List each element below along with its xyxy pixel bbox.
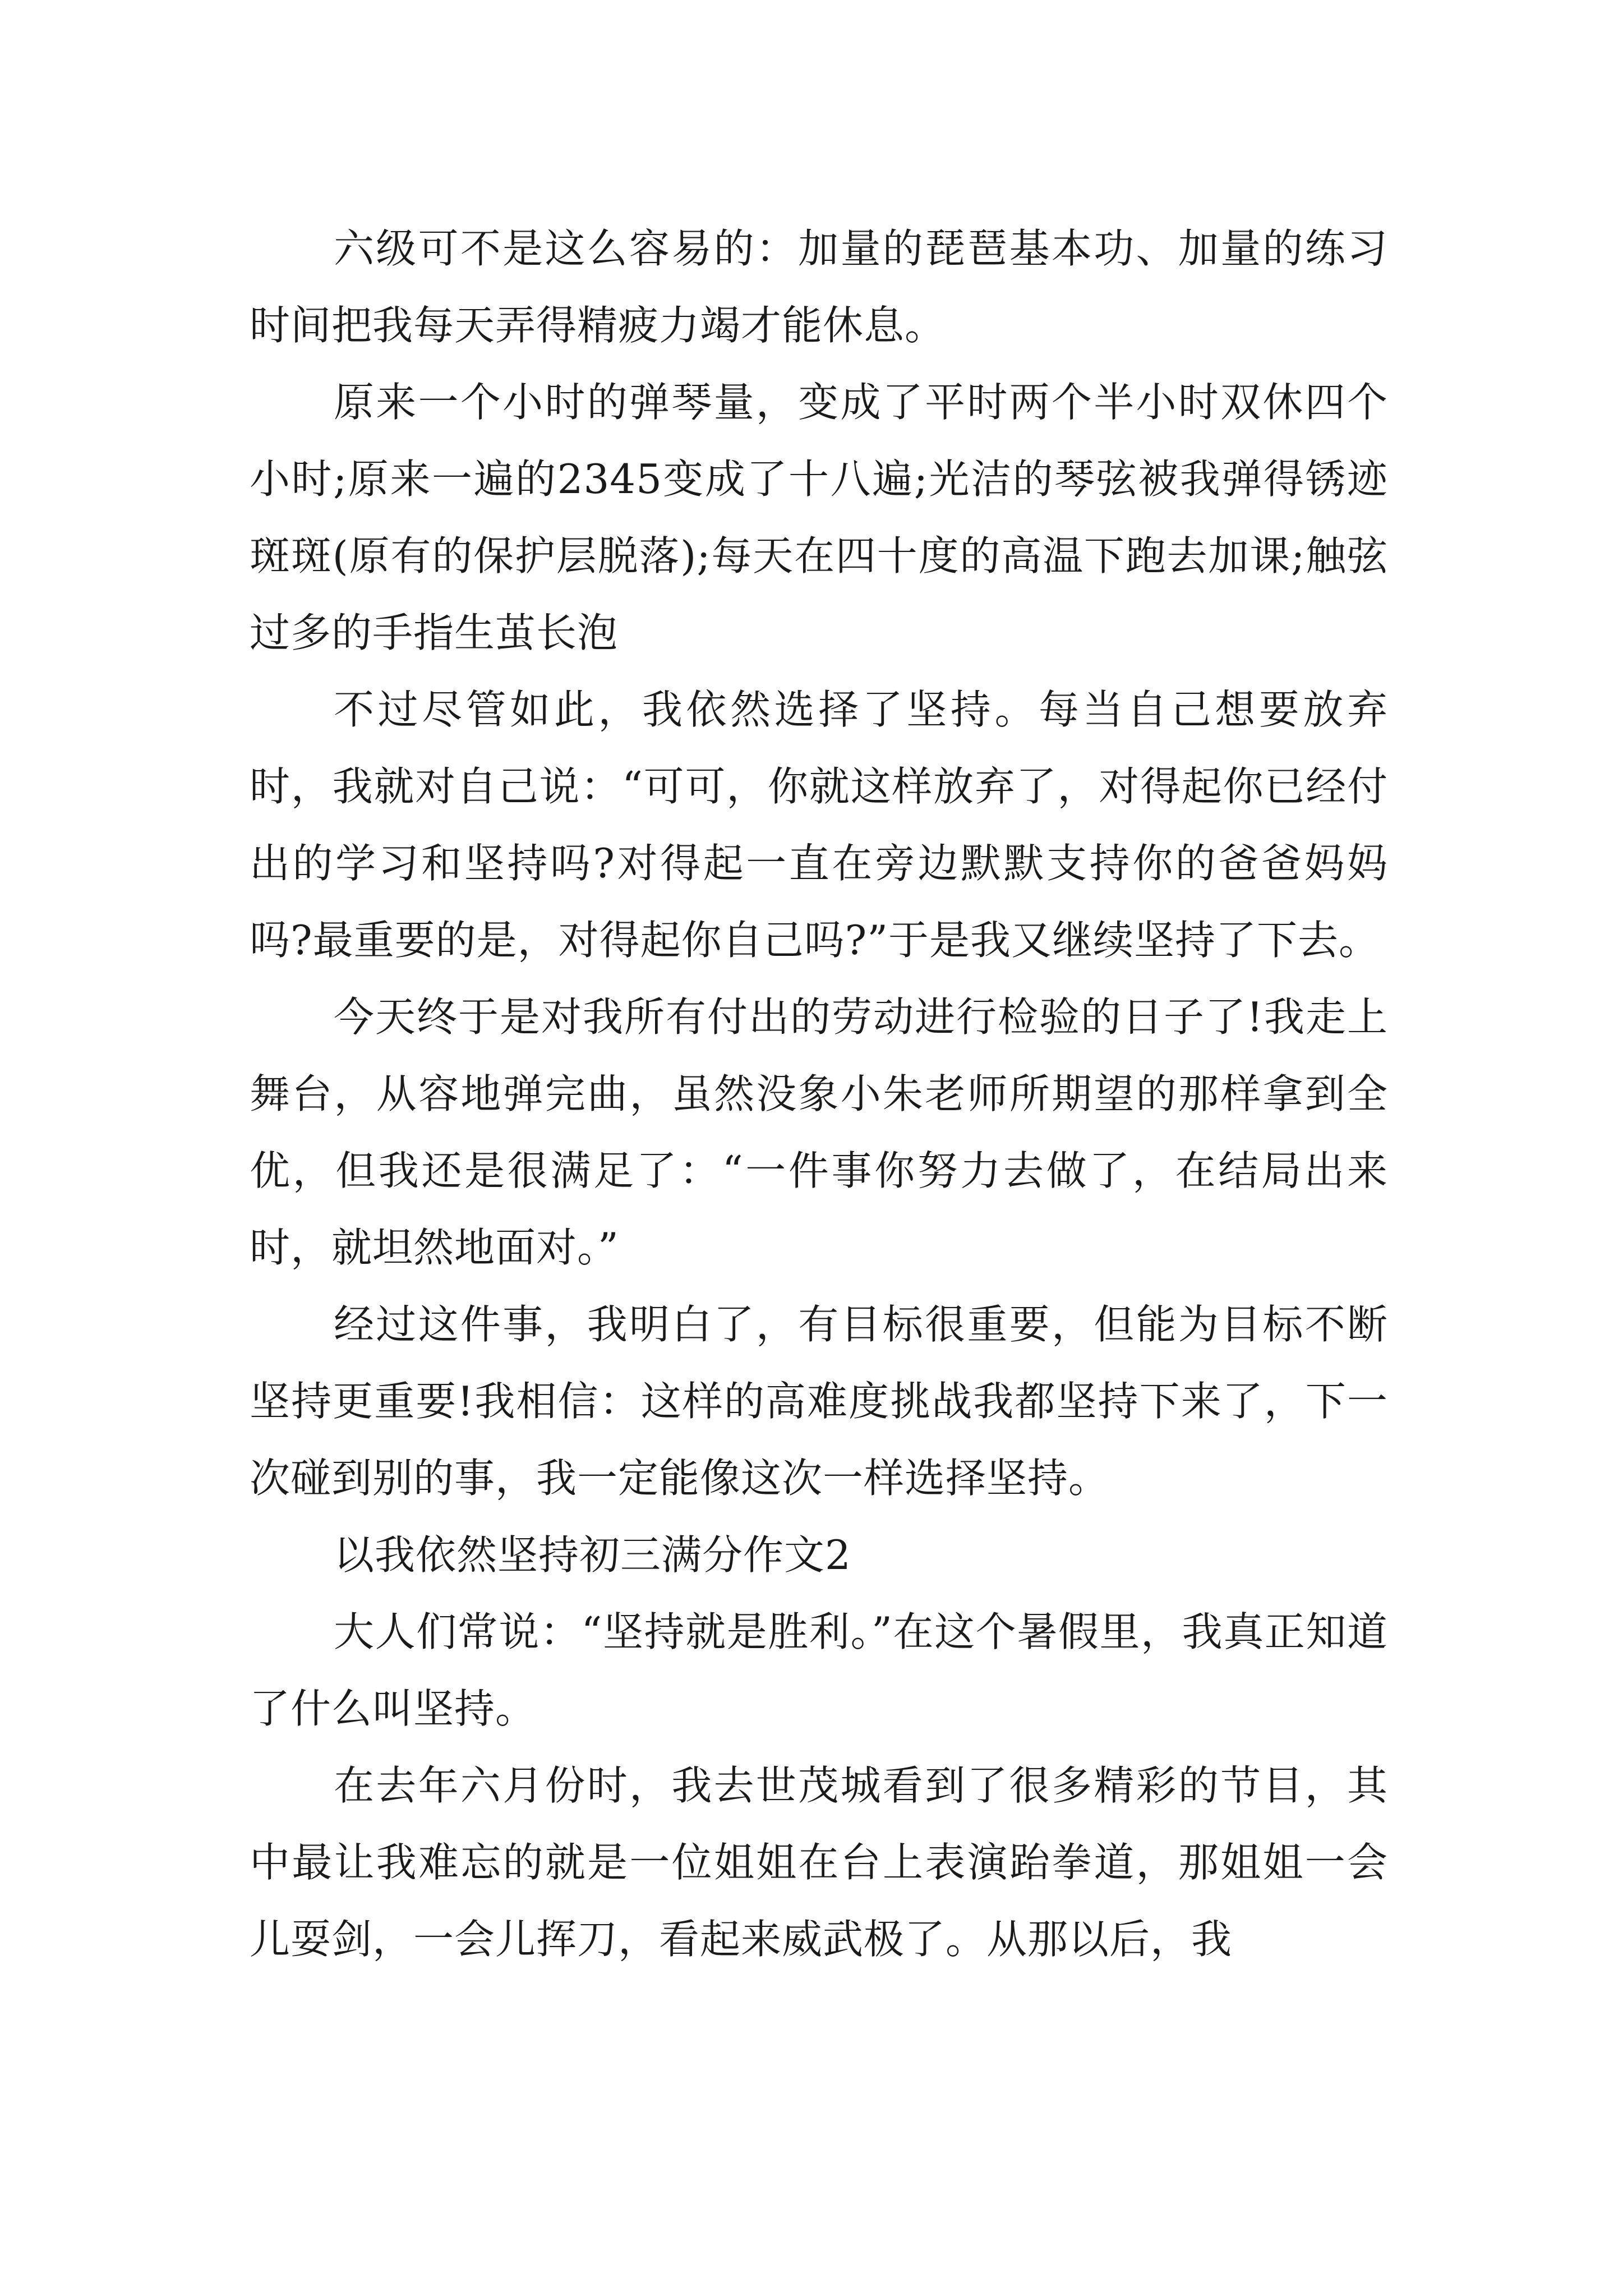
- essay-title-2: 以我依然坚持初三满分作文2: [334, 1531, 851, 1579]
- paragraph-3: 不过尽管如此，我依然选择了坚持。每当自己想要放弃时，我就对自己说：“可可，你就这样放弃了，对得起你已经付出的学习和坚持吗?对得起一直在旁边默默支持你的爸爸妈妈吗?最重要的是，对得起你自己吗?”于是我又继续坚持了下去。: [250, 686, 1388, 964]
- paragraph-5: 经过这件事，我明白了，有目标很重要，但能为目标不断坚持更重要!我相信：这样的高难度挑战我都坚持下来了，下一次碰到别的事，我一定能像这次一样选择坚持。: [250, 1301, 1388, 1502]
- essay-body: [250, 210, 1388, 1978]
- paragraph-7: 在去年六月份时，我去世茂城看到了很多精彩的节目，其中最让我难忘的就是一位姐姐在台上表演跆拳道，那姐姐一会儿耍剑，一会儿挥刀，看起来威武极了。从那以后，我: [250, 1762, 1388, 1963]
- paragraph-4: 今天终于是对我所有付出的劳动进行检验的日子了!我走上舞台，从容地弹完曲，虽然没象小朱老师所期望的那样拿到全优，但我还是很满足了：“一件事你努力去做了，在结局出来时，就坦然地面对。”: [250, 993, 1388, 1271]
- paragraph-6: 大人们常说：“坚持就是胜利。”在这个暑假里，我真正知道了什么叫坚持。: [250, 1608, 1388, 1732]
- paragraph-2: 原来一个小时的弹琴量，变成了平时两个半小时双休四个小时;原来一遍的2345变成了十八遍;光洁的琴弦被我弹得锈迹斑斑(原有的保护层脱落);每天在四十度的高温下跑去加课;触弦过多的手指生茧长泡: [250, 379, 1388, 656]
- paragraph-1: 六级可不是这么容易的：加量的琵琶基本功、加量的练习时间把我每天弄得精疲力竭才能休息。: [250, 225, 1388, 349]
